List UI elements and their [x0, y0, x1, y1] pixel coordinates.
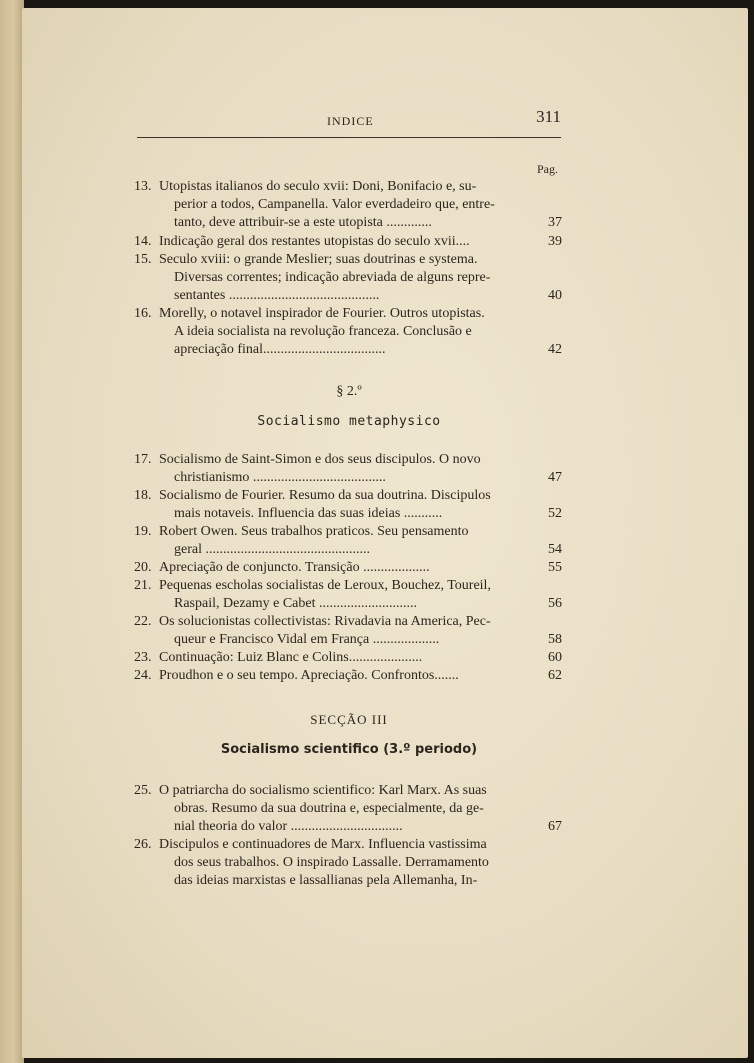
entry-number: 26. — [134, 837, 152, 852]
entry-line: Robert Owen. Seus trabalhos praticos. Seu pensamento — [159, 524, 469, 539]
book-spine — [0, 0, 24, 1063]
entry-line: das ideias marxistas e lassallianas pela Allemanha, In- — [174, 873, 478, 888]
entry-line: Apreciação de conjuncto. Transição ................... — [159, 560, 430, 575]
entry-page: 62 — [548, 668, 562, 683]
entry-line: Diversas correntes; indicação abreviada de alguns repre- — [174, 270, 491, 285]
entry-line: Socialismo de Fourier. Resumo da sua doutrina. Discipulos — [159, 488, 491, 503]
entry-line: mais notaveis. Influencia das suas ideias ........... — [174, 506, 443, 521]
entry-line: perior a todos, Campanella. Valor everdadeiro que, entre- — [174, 197, 495, 212]
entry-line: nial theoria do valor ................................ — [174, 819, 403, 834]
section-title: Socialismo scientifico (3.º periodo) — [220, 742, 478, 757]
running-title: INDICE — [327, 114, 374, 128]
entry-page: 56 — [548, 596, 562, 611]
section-mark: SECÇÃO III — [310, 712, 388, 727]
entry-line: O patriarcha do socialismo scientifico: Karl Marx. As suas — [159, 783, 487, 798]
entry-line: Proudhon e o seu tempo. Apreciação. Confrontos....... — [159, 668, 459, 683]
entry-page: 58 — [548, 632, 562, 647]
entry-number: 20. — [134, 560, 152, 575]
entry-line: Morelly, o notavel inspirador de Fourier. Outros utopistas. — [159, 306, 485, 321]
entry-line: Continuação: Luiz Blanc e Colins..................... — [159, 650, 423, 665]
entry-number: 25. — [134, 783, 152, 798]
entry-line: Indicação geral dos restantes utopistas do seculo xvii.... — [159, 234, 470, 249]
entry-line: apreciação final................................... — [174, 342, 386, 357]
entry-number: 21. — [134, 578, 152, 593]
entry-page: 39 — [548, 234, 562, 249]
entry-page: 37 — [548, 215, 562, 230]
entry-line: tanto, deve attribuir-se a este utopista ............. — [174, 215, 432, 230]
entry-number: 19. — [134, 524, 152, 539]
page-number: 311 — [536, 107, 561, 126]
entry-page: 55 — [548, 560, 562, 575]
page-header — [137, 107, 561, 138]
entry-page: 54 — [548, 542, 562, 557]
entry-number: 15. — [134, 252, 152, 267]
entry-line: Raspail, Dezamy e Cabet ............................ — [174, 596, 418, 611]
entry-line: geral ............................................... — [174, 542, 370, 557]
entry-page: 67 — [548, 819, 562, 834]
entry-line: queur e Francisco Vidal em França ................... — [174, 632, 440, 647]
entry-line: dos seus trabalhos. O inspirado Lassalle. Derramamento — [174, 855, 489, 870]
entry-number: 23. — [134, 650, 152, 665]
entry-line: Os solucionistas collectivistas: Rivadavia na America, Pec- — [159, 614, 491, 629]
entry-line: A ideia socialista na revolução franceza. Conclusão e — [174, 324, 472, 339]
entry-page: 52 — [548, 506, 562, 521]
entry-line: Pequenas escholas socialistas de Leroux, Bouchez, Toureil, — [159, 578, 491, 593]
entry-line: obras. Resumo da sua doutrina e, especialmente, da ge- — [174, 801, 484, 816]
section-mark: § 2.º — [336, 384, 362, 399]
entry-number: 16. — [134, 306, 152, 321]
entry-line: Discipulos e continuadores de Marx. Influencia vastissima — [159, 837, 487, 852]
entry-line: Utopistas italianos do seculo xvii: Doni, Bonifacio e, su- — [159, 179, 477, 194]
entry-number: 17. — [134, 452, 152, 467]
section-title: Socialismo metaphysico — [257, 414, 441, 429]
entry-number: 13. — [134, 179, 152, 194]
entry-line: christianismo ...................................... — [174, 470, 386, 485]
entry-page: 47 — [548, 470, 562, 485]
entry-page: 42 — [548, 342, 562, 357]
pag-label: Pag. — [537, 162, 558, 176]
entry-number: 24. — [134, 668, 152, 683]
entry-line: sentantes ........................................... — [174, 288, 380, 303]
entry-number: 14. — [134, 234, 152, 249]
entry-page: 40 — [548, 288, 562, 303]
entry-number: 22. — [134, 614, 152, 629]
entry-line: Socialismo de Saint-Simon e dos seus discipulos. O novo — [159, 452, 481, 467]
entry-line: Seculo xviii: o grande Meslier; suas doutrinas e systema. — [159, 252, 478, 267]
entry-number: 18. — [134, 488, 152, 503]
entry-page: 60 — [548, 650, 562, 665]
